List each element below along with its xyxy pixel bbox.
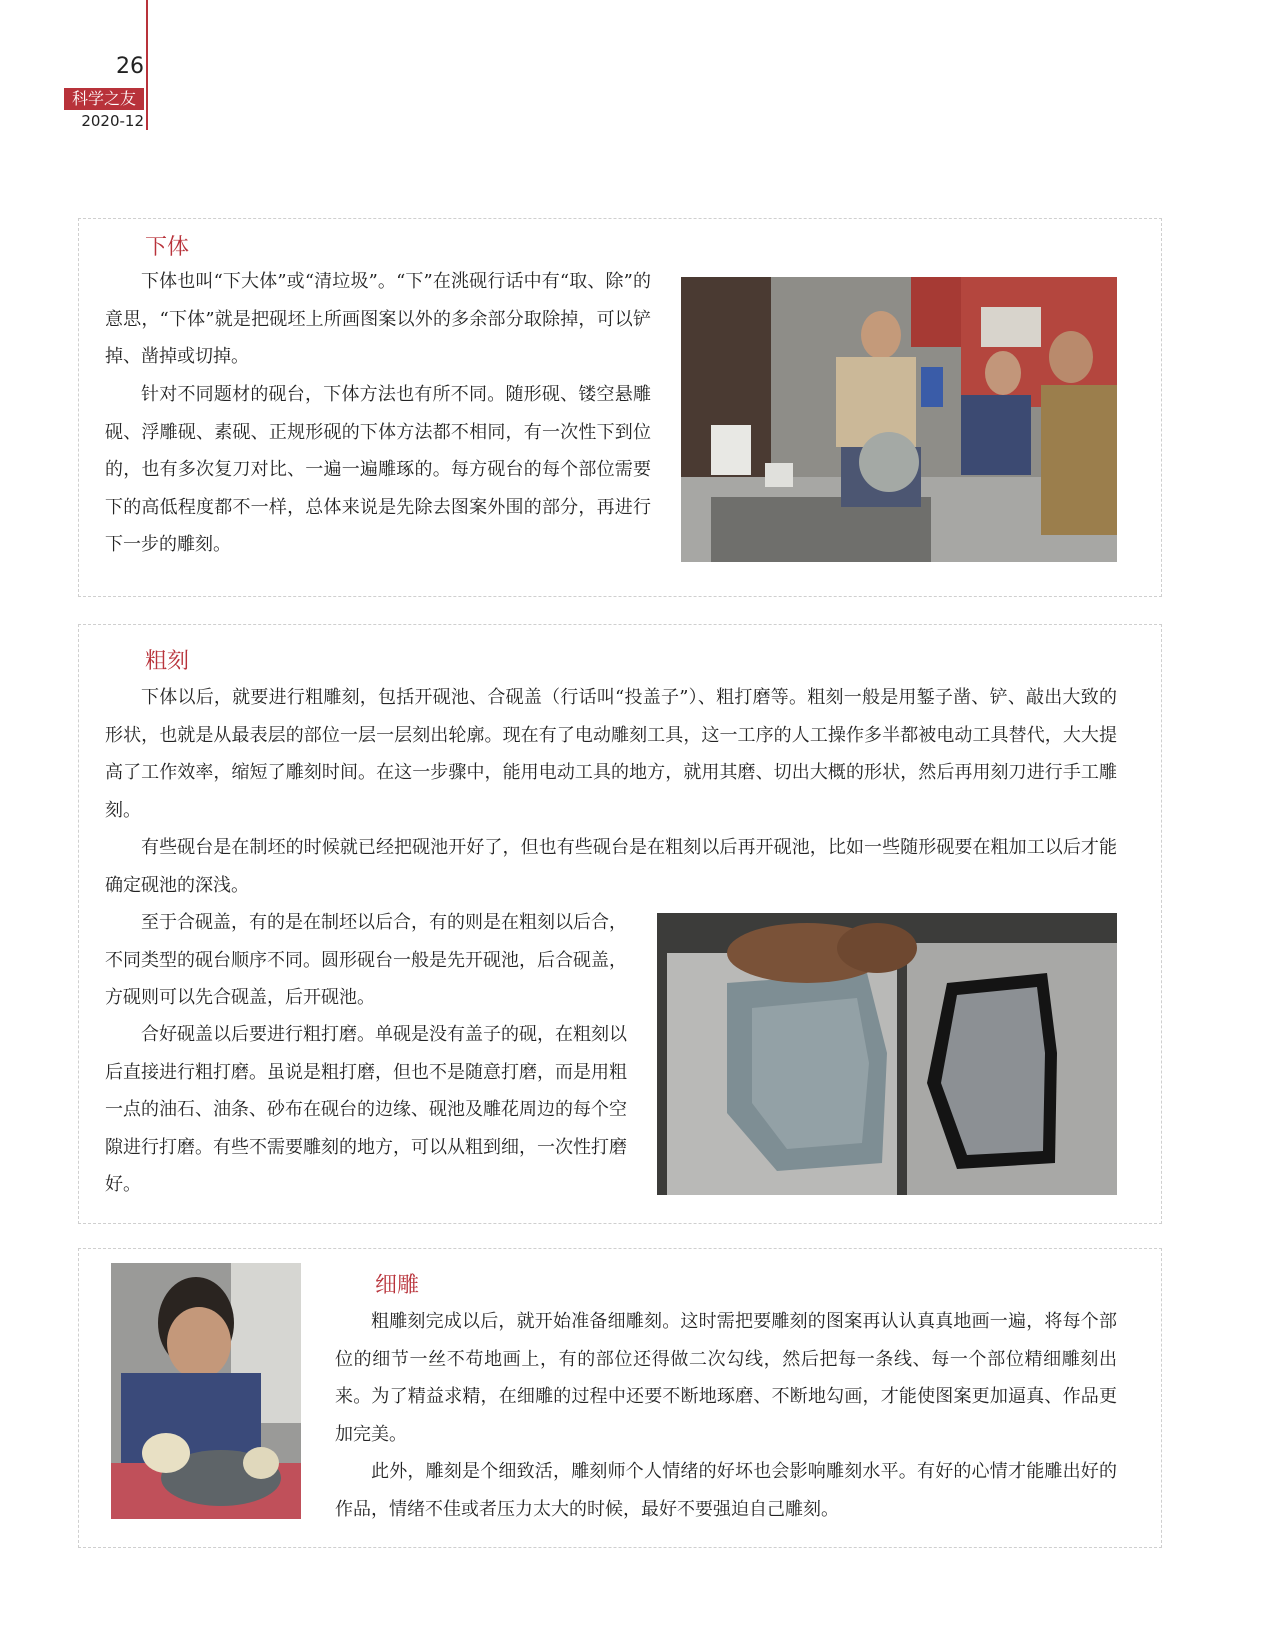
paragraph: 合好砚盖以后要进行粗打磨。单砚是没有盖子的砚，在粗刻以后直接进行粗打磨。虽说是粗打磨，但也不是随意打磨，而是用粗一点的油石、油条、砂布在砚台的边缘、砚池及雕花周边的每个空隙进行打磨。有些不需要雕刻的地方，可以从粗到细，一次性打磨好。 <box>105 1024 627 1195</box>
section-cuke <box>78 624 1162 1224</box>
page-number: 26 <box>116 54 144 79</box>
section-title: 细雕 <box>375 1273 420 1298</box>
paragraph: 针对不同题材的砚台，下体方法也有所不同。随形砚、镂空悬雕砚、浮雕砚、素砚、正规形砚的下体方法都不相同，有一次性下到位的，也有多次复刀对比、一遍一遍雕琢的。每方砚台的每个部位需要下的高低程度都不一样，总体来说是先除去图案外围的部分，再进行下一步的雕刻。 <box>105 384 651 555</box>
section-xidiao <box>78 1248 1162 1548</box>
section-title: 下体 <box>145 235 190 260</box>
section-xiati <box>78 218 1162 597</box>
paragraph: 下体以后，就要进行粗雕刻，包括开砚池、合砚盖（行话叫“投盖子”）、粗打磨等。粗刻一般是用錾子凿、铲、敲出大致的形状，也就是从最表层的部位一层一层刻出轮廓。现在有了电动雕刻工具，这一工序的人工操作多半都被电动工具替代，大大提高了工作效率，缩短了雕刻时间。在这一步骤中，能用电动工具的地方，就用其磨、切出大概的形状，然后再用刻刀进行手工雕刻。 <box>105 687 1117 821</box>
photo-inkstones <box>657 913 1117 1195</box>
issue-date: 2020-12 <box>81 112 144 130</box>
paragraph: 下体也叫“下大体”或“清垃圾”。“下”在洮砚行话中有“取、除”的意思，“下体”就是把砚坯上所画图案以外的多余部分取除掉，可以铲掉、凿掉或切掉。 <box>105 271 651 367</box>
paragraph: 此外，雕刻是个细致活，雕刻师个人情绪的好坏也会影响雕刻水平。有好的心情才能雕出好的作品，情绪不佳或者压力太大的时候，最好不要强迫自己雕刻。 <box>335 1461 1117 1520</box>
paragraph: 有些砚台是在制坯的时候就已经把砚池开好了，但也有些砚台是在粗刻以后再开砚池，比如一些随形砚要在粗加工以后才能确定砚池的深浅。 <box>105 837 1117 896</box>
paragraph: 粗雕刻完成以后，就开始准备细雕刻。这时需把要雕刻的图案再认认真真地画一遍，将每个部位的细节一丝不苟地画上，有的部位还得做二次勾线，然后把每一条线、每一个部位精细雕刻出来。为了精益求精，在细雕的过程中还要不断地琢磨、不断地勾画，才能使图案更加逼真、作品更加完美。 <box>335 1311 1117 1445</box>
magazine-name: 科学之友 <box>64 88 144 110</box>
header-divider <box>146 0 148 130</box>
photo-craftsmen <box>681 277 1117 562</box>
section-title: 粗刻 <box>145 649 190 674</box>
photo-carver <box>111 1263 301 1519</box>
paragraph: 至于合砚盖，有的是在制坯以后合，有的则是在粗刻以后合，不同类型的砚台顺序不同。圆形砚台一般是先开砚池，后合砚盖，方砚则可以先合砚盖，后开砚池。 <box>105 912 627 1008</box>
